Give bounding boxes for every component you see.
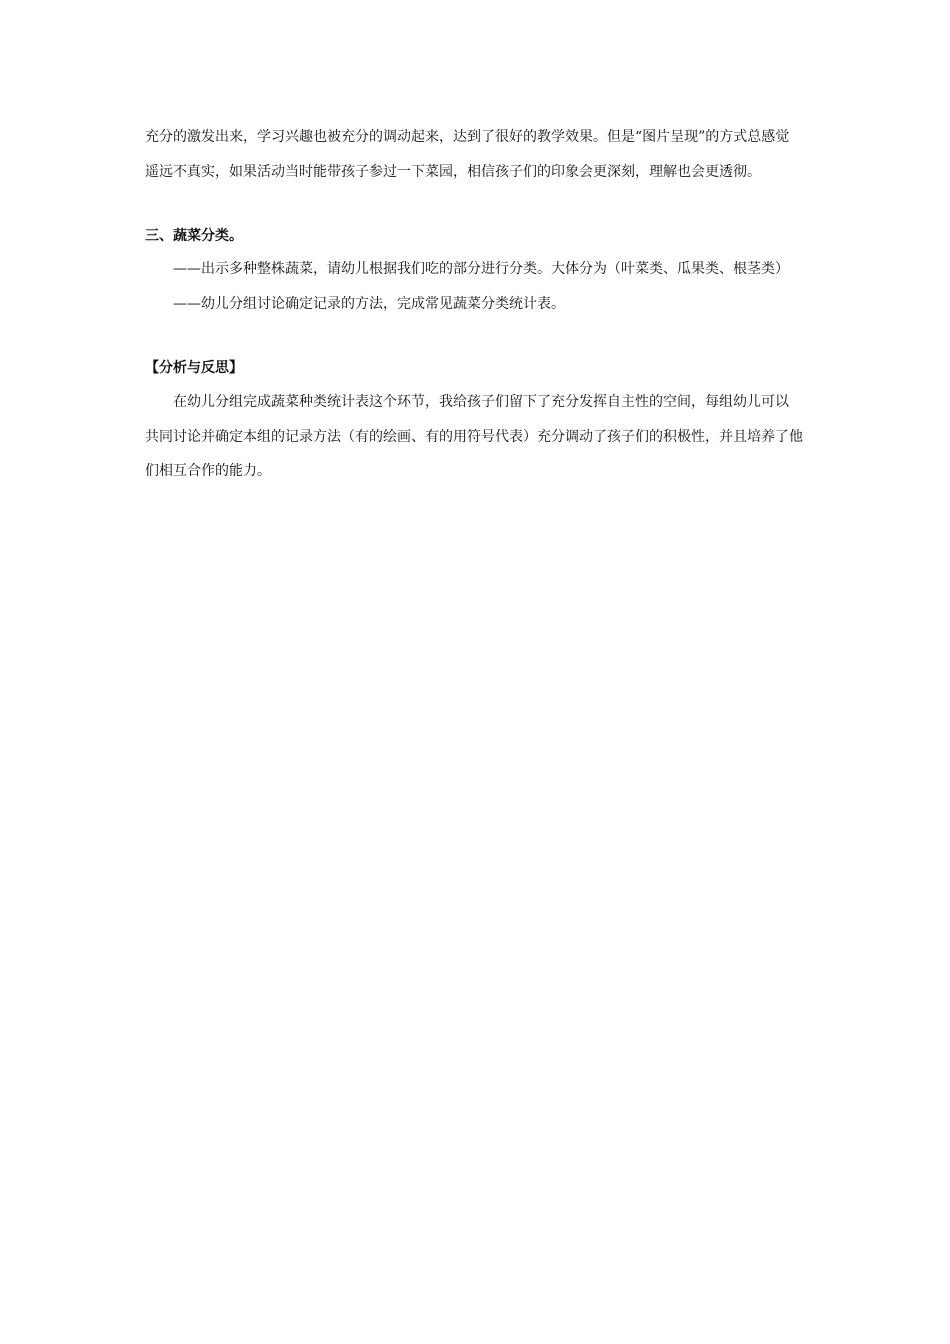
analysis-line-2: 共同讨论并确定本组的记录方法（有的绘画、有的用符号代表）充分调动了孩子们的积极性，并且培养了他 — [145, 429, 803, 445]
analysis-heading: 【分析与反思】 — [145, 360, 243, 376]
section-3-item-1: ——出示多种整株蔬菜，请幼儿根据我们吃的部分进行分类。大体分为（叶菜类、瓜果类、根茎类） — [173, 261, 789, 277]
intro-line-1: 充分的激发出来，学习兴趣也被充分的调动起来，达到了很好的教学效果。但是“图片呈现”的方式总感觉 — [145, 129, 790, 145]
intro-line-2: 遥远不真实，如果活动当时能带孩子参过一下菜园，相信孩子们的印象会更深刻，理解也会更透彻。 — [145, 164, 761, 180]
analysis-line-1: 在幼儿分组完成蔬菜种类统计表这个环节，我给孩子们留下了充分发挥自主性的空间，每组幼儿可以 — [173, 394, 789, 410]
analysis-line-3: 们相互合作的能力。 — [145, 463, 271, 479]
section-3-item-2: ——幼儿分组讨论确定记录的方法，完成常见蔬菜分类统计表。 — [173, 296, 565, 312]
section-3-heading: 三、蔬菜分类。 — [145, 228, 243, 244]
